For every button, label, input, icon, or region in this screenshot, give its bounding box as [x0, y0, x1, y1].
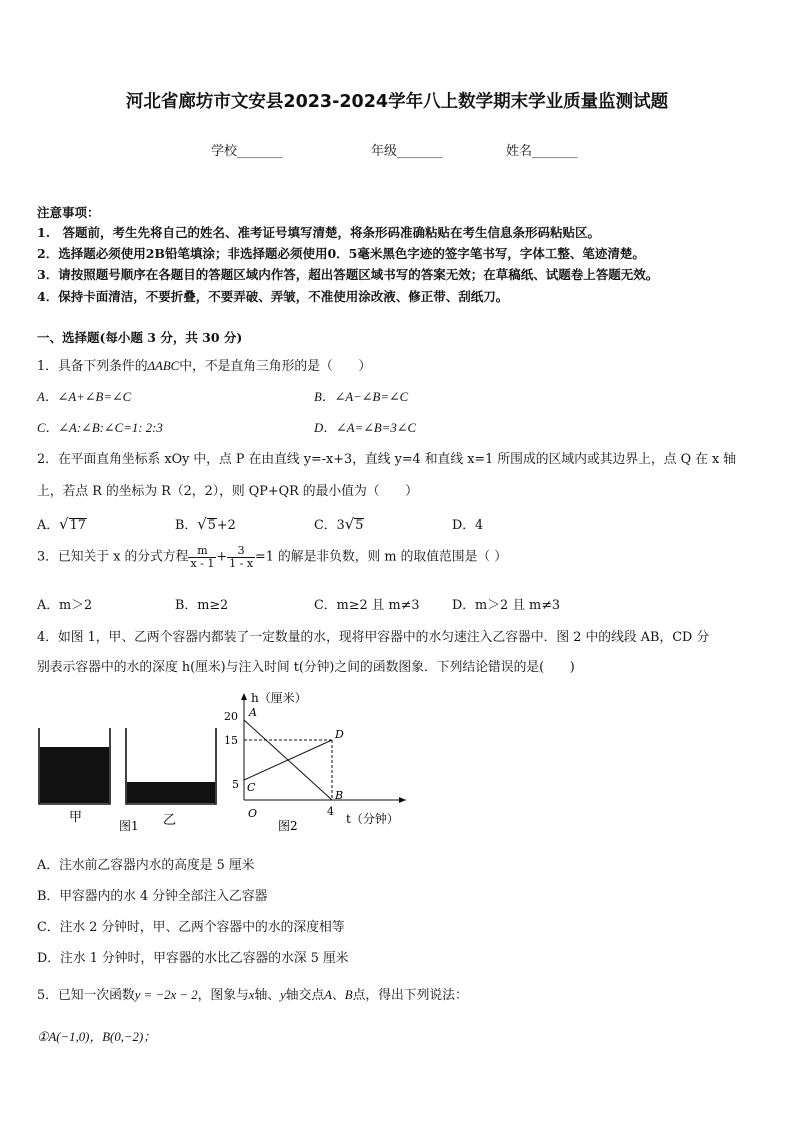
q2-option-c[interactable]: C．3√5 [314, 515, 364, 533]
q4-option-d[interactable]: D．注水 1 分钟时，甲容器的水比乙容器的水深 5 厘米 [37, 951, 349, 966]
q2-a-radicand: 17 [69, 518, 86, 533]
t-axis-label: t（分钟） [346, 812, 399, 826]
q5-separator: 、 [331, 988, 345, 1003]
q1-option-a[interactable]: A．∠A+∠B=∠C [37, 390, 132, 404]
figure-1-caption: 图1 [119, 819, 139, 833]
q5-stem-mid: ，图象与 [197, 988, 249, 1003]
notice-item-3: 3．请按照题号顺序在各题目的答题区域内作答，超出答题区域书写的答案无效；在草稿纸、试题卷上答题无效。 [37, 267, 659, 282]
h-axis-arrow [241, 693, 247, 700]
notice-item-1: 1. 答题前，考生先将自己的姓名、准考证号填写清楚，将条形码准确粘贴在考生信息条形码粘贴区。 [37, 225, 601, 240]
name-field[interactable]: 姓名_______ [506, 144, 578, 159]
section-heading: 一、选择题(每小题 3 分，共 30 分) [37, 330, 243, 345]
q5-stem-mid2: 轴、 [254, 988, 281, 1003]
q3-frac2-den: 1 - x [229, 556, 254, 570]
q4-option-b[interactable]: B．甲容器内的水 4 分钟全部注入乙容器 [37, 889, 268, 904]
t-axis-arrow [399, 797, 406, 803]
q4-stem-line2: 别表示容器中的水的深度 h(厘米)与注入时间 t(分钟)之间的函数图象．下列结论错误的是( ) [37, 660, 575, 675]
notice-heading: 注意事项： [37, 205, 100, 220]
q2-option-a[interactable]: A．√17 [37, 515, 86, 533]
q3-fraction-2 [227, 545, 255, 569]
point-d-label: D [335, 728, 344, 741]
question-3 [37, 545, 507, 569]
container-yi-water [127, 782, 215, 803]
point-c-label: C [247, 781, 256, 794]
q5-stem-mid3: 轴交点 [285, 988, 325, 1003]
figure-2-graph [222, 688, 412, 838]
q4-option-c[interactable]: C．注水 2 分钟时，甲、乙两个容器中的水的深度相等 [37, 920, 345, 935]
q2-b-tail: +2 [216, 518, 236, 533]
q5-function: y = −2x − 2 [134, 988, 198, 1002]
q5-statement-1: ①A(−1,0)，B(0,−2)； [37, 1030, 157, 1044]
q2-a-label: A． [37, 518, 60, 533]
q1-triangle: ΔABC [147, 359, 180, 373]
q3-frac1-den: x - 1 [190, 556, 215, 570]
label-jia: 甲 [69, 810, 83, 825]
q4-option-a[interactable]: A．注水前乙容器内水的高度是 5 厘米 [37, 858, 255, 873]
origin-label: O [248, 807, 258, 820]
notice-item-4: 4．保持卡面清洁，不要折叠，不要弄破、弄皱，不准使用涂改液、修正带、刮纸刀。 [37, 289, 509, 304]
q2-b-radicand: 5 [207, 518, 216, 533]
tick-5: 5 [232, 778, 239, 791]
q1-option-d[interactable]: D．∠A=∠B=3∠C [314, 421, 417, 435]
page-title: 河北省廊坊市文安县2023-2024学年八上数学期末学业质量监测试题 [125, 92, 669, 112]
q3-option-d[interactable]: D．m＞2 且 m≠3 [452, 598, 561, 613]
figure-1-containers [30, 725, 225, 837]
q1-stem-pre: 1．具备下列条件的 [37, 359, 148, 374]
h-axis-label: h（厘米） [251, 691, 307, 705]
school-field[interactable]: 学校_______ [211, 144, 283, 159]
q3-option-a[interactable]: A．m＞2 [37, 598, 93, 613]
grade-field[interactable]: 年级_______ [371, 144, 443, 159]
q5-x-axis: x [248, 988, 255, 1002]
segment-cd [244, 740, 332, 780]
question-1 [37, 355, 371, 374]
notice-item-2: 2．选择题必须使用2B铅笔填涂；非选择题必须使用0．5毫米黑色字迹的签字笔书写，字体工整、笔迹清楚。 [37, 246, 645, 261]
label-yi: 乙 [163, 813, 177, 828]
q2-b-label: B． [175, 518, 198, 533]
q3-stem-post: =1 的解是非负数，则 m 的取值范围是（ ） [255, 549, 508, 565]
q2-stem-line1: 2．在平面直角坐标系 xOy 中，点 P 在由直线 y=-x+3，直线 y=4 和直线 x=1 所围成的区域内或其边界上，点 Q 在 x 轴 [37, 452, 737, 467]
q3-option-c[interactable]: C．m≥2 且 m≠3 [314, 598, 420, 613]
q3-frac1-num: m [188, 545, 216, 558]
point-a-label: A [249, 706, 257, 719]
figure-2-caption: 图2 [278, 819, 298, 833]
q5-y-axis: y [280, 988, 286, 1002]
q5-stem-pre: 5．已知一次函数 [37, 988, 135, 1003]
q2-c-radicand: 5 [355, 518, 364, 533]
q1-option-c[interactable]: C．∠A:∠B:∠C=1: 2:3 [37, 421, 163, 435]
q3-frac2-num: 3 [227, 545, 255, 558]
q5-stem-post: 点，得出下列说法： [352, 988, 468, 1003]
q2-stem-line2: 上，若点 R 的坐标为 R（2，2），则 QP+QR 的最小值为（ ） [37, 484, 418, 499]
question-5 [37, 984, 468, 1003]
q3-stem-pre: 3．已知关于 x 的分式方程 [37, 549, 189, 565]
q1-option-b[interactable]: B．∠A−∠B=∠C [314, 390, 409, 404]
point-b-label: B [335, 789, 344, 802]
q3-plus: + [216, 549, 228, 565]
q5-point-a: A [324, 988, 332, 1002]
q3-fraction-1 [188, 545, 216, 569]
tick-4: 4 [327, 805, 334, 818]
q2-option-d[interactable]: D．4 [452, 518, 484, 533]
q1-stem-post: 中，不是直角三角形的是（ ） [179, 359, 372, 374]
tick-20: 20 [224, 710, 238, 723]
tick-15: 15 [224, 734, 238, 747]
container-jia-water [40, 747, 109, 803]
q4-stem-line1: 4．如图 1，甲、乙两个容器内都装了一定数量的水，现将甲容器中的水匀速注入乙容器中．图 2 中的线段 AB，CD 分 [37, 630, 710, 645]
q2-option-b[interactable]: B．√5+2 [175, 515, 236, 533]
q5-point-b: B [344, 988, 353, 1002]
q3-option-b[interactable]: B．m≥2 [175, 598, 229, 613]
q2-c-label: C．3 [314, 518, 345, 533]
